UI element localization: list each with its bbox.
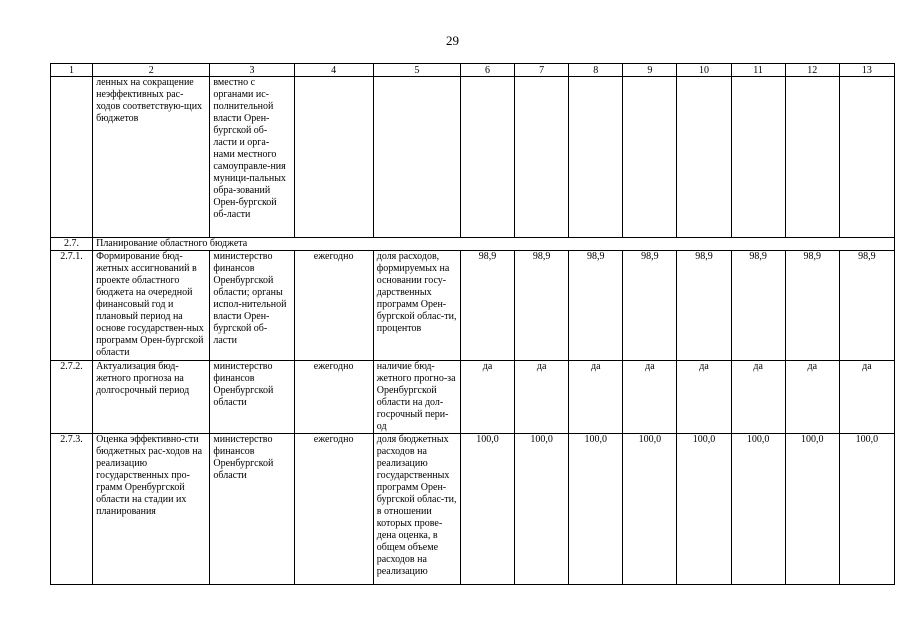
cell-value: 98,9 (785, 251, 839, 361)
section-row (51, 238, 895, 251)
column-header: 5 (373, 64, 460, 77)
measures-table (50, 63, 895, 585)
table-row (51, 361, 895, 434)
cell-value (460, 77, 514, 238)
table-row (51, 434, 895, 585)
cell-value: 100,0 (731, 434, 785, 585)
column-header: 9 (623, 64, 677, 77)
cell-value: 100,0 (569, 434, 623, 585)
header-row (51, 64, 895, 77)
cell-value (569, 77, 623, 238)
column-header: 10 (677, 64, 731, 77)
cell-value: 100,0 (677, 434, 731, 585)
cell-value: да (569, 361, 623, 434)
cell-executor: министерство финансов Оренбургской области; органы испол-нительной власти Орен-бургской об-ласти (210, 251, 294, 361)
cell-value: 98,9 (731, 251, 785, 361)
cell-term: ежегодно (294, 434, 373, 585)
cell-indicator (373, 77, 460, 238)
cell-value: да (785, 361, 839, 434)
column-header: 2 (93, 64, 210, 77)
cell-value (731, 77, 785, 238)
column-header: 12 (785, 64, 839, 77)
column-header: 4 (294, 64, 373, 77)
cell-term: ежегодно (294, 251, 373, 361)
cell-value: 100,0 (623, 434, 677, 585)
column-header: 8 (569, 64, 623, 77)
column-header: 7 (515, 64, 569, 77)
cell-measure-name: ленных на сокращение неэффективных рас-ходов соответствую-щих бюджетов (93, 77, 210, 238)
column-header: 3 (210, 64, 294, 77)
cell-indicator: наличие бюд-жетного прогно-за Оренбургской области на дол-госрочный пери-од (373, 361, 460, 434)
cell-value: 98,9 (623, 251, 677, 361)
cell-value: да (623, 361, 677, 434)
cell-value (785, 77, 839, 238)
cell-number: 2.7.1. (51, 251, 93, 361)
section-title: Планирование областного бюджета (93, 238, 895, 251)
cell-value (677, 77, 731, 238)
cell-number (51, 77, 93, 238)
cell-value: да (839, 361, 894, 434)
table-row-continuation (51, 77, 895, 238)
cell-measure-name: Оценка эффективно-сти бюджетных рас-ходов на реализацию государственных про-грамм Оренбургской области на стадии их планирования (93, 434, 210, 585)
cell-measure-name: Актуализация бюд-жетного прогноза на долгосрочный период (93, 361, 210, 434)
cell-value: 100,0 (460, 434, 514, 585)
cell-number: 2.7.3. (51, 434, 93, 585)
cell-value: да (731, 361, 785, 434)
cell-value: 98,9 (460, 251, 514, 361)
cell-value: да (460, 361, 514, 434)
cell-indicator: доля бюджетных расходов на реализацию государственных программ Орен-бургской облас-ти, в отношении которых прове-дена оценка, в общем объеме расходов на реализацию (373, 434, 460, 585)
cell-value: 98,9 (677, 251, 731, 361)
cell-value (515, 77, 569, 238)
cell-value (839, 77, 894, 238)
cell-executor: министерство финансов Оренбургской области (210, 434, 294, 585)
cell-value: да (515, 361, 569, 434)
cell-value (623, 77, 677, 238)
column-header: 6 (460, 64, 514, 77)
cell-executor: министерство финансов Оренбургской области (210, 361, 294, 434)
cell-value: 100,0 (785, 434, 839, 585)
cell-value: да (677, 361, 731, 434)
page-number: 29 (446, 33, 459, 48)
table-row (51, 251, 895, 361)
column-header: 1 (51, 64, 93, 77)
cell-value: 98,9 (839, 251, 894, 361)
cell-value: 100,0 (515, 434, 569, 585)
cell-term: ежегодно (294, 361, 373, 434)
cell-indicator: доля расходов, формируемых на основании госу-дарственных программ Орен-бургской облас-ти, процентов (373, 251, 460, 361)
column-header: 11 (731, 64, 785, 77)
cell-value: 98,9 (569, 251, 623, 361)
cell-value: 100,0 (839, 434, 894, 585)
section-number: 2.7. (51, 238, 93, 251)
cell-number: 2.7.2. (51, 361, 93, 434)
cell-term (294, 77, 373, 238)
column-header: 13 (839, 64, 894, 77)
cell-value: 98,9 (515, 251, 569, 361)
cell-executor: вместно с органами ис-полнительной власти Орен-бургской об-ласти и орга-нами местного самоуправле-ния муници-пальных обра-зований Орен-бургской об-ласти (210, 77, 294, 238)
cell-measure-name: Формирование бюд-жетных ассигнований в проекте областного бюджета на очередной финансовый год и плановый период на основе государствен-ных программ Орен-бургской области (93, 251, 210, 361)
